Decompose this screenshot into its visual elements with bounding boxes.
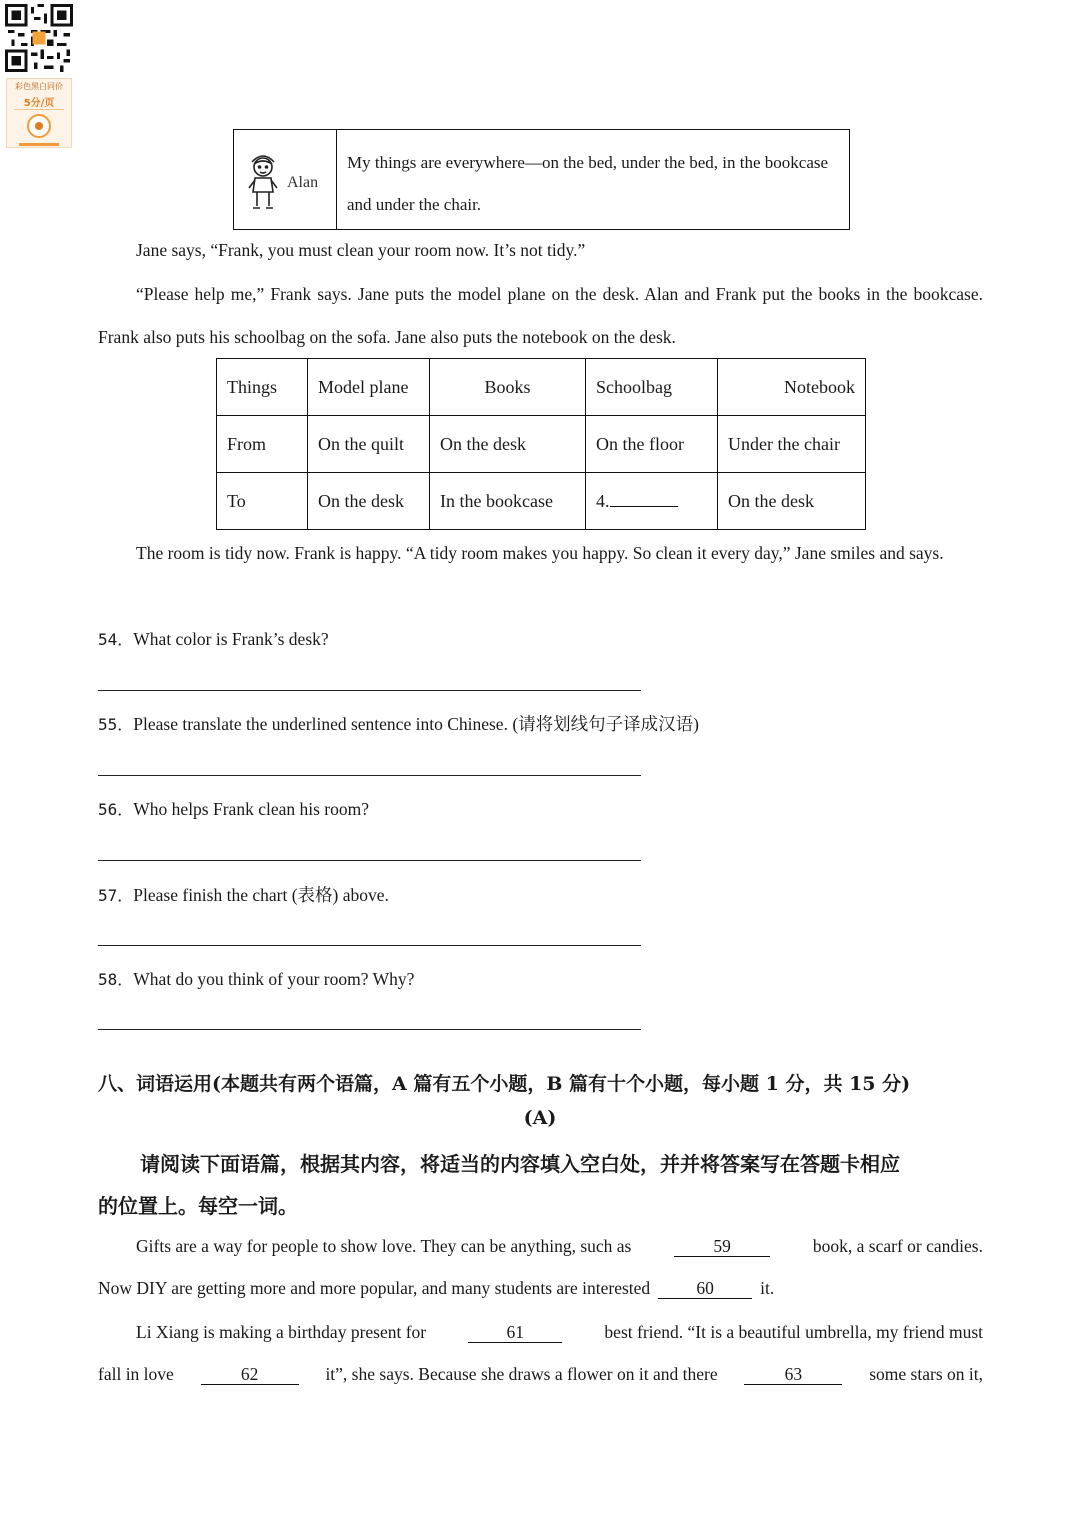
passage-text: Li Xiang is making a birthday present for (136, 1322, 427, 1342)
answer-line-57[interactable] (98, 945, 641, 946)
alan-speech-text: My things are everywhere—on the bed, under the bed, in the bookcase and under the chair. (347, 153, 829, 214)
table-cell: To (217, 473, 308, 530)
section-8-heading: 八、词语运用(本题共有两个语篇，A 篇有五个小题，B 篇有十个小题，每小题 1 分，共 15 分) (98, 1073, 911, 1095)
chart-blank-cell (586, 473, 718, 530)
question-57 (98, 882, 389, 907)
story-paragraph-1: Jane says, “Frank, you must clean your room now. It’s not tidy.” (136, 240, 586, 260)
question-text: Who helps Frank clean his room? (133, 799, 369, 819)
table-cell: Things (217, 359, 308, 416)
question-54 (98, 627, 329, 650)
badge-price: 5分/页 (14, 94, 64, 110)
passage-text: book, a scarf or candies. (812, 1236, 983, 1256)
question-number: 55． (98, 715, 134, 734)
story-paragraph-3: The room is tidy now. Frank is happy. “A tidy room makes you happy. So clean it every day,” Jane smiles and says. (136, 543, 944, 563)
passage-line-3 (136, 1322, 983, 1343)
printer-logo-icon (27, 114, 51, 138)
passage-text: best friend. “It is a beautiful umbrella, my friend must (604, 1322, 983, 1342)
question-number: 56． (98, 800, 134, 819)
question-56 (98, 797, 369, 820)
table-cell: In the bookcase (430, 473, 586, 530)
passage-text: Gifts are a way for people to show love. They can be anything, such as (136, 1236, 632, 1256)
table-cell: On the desk (430, 416, 586, 473)
answer-line-56[interactable] (98, 860, 641, 861)
table-cell: On the desk (718, 473, 866, 530)
question-55 (98, 711, 699, 736)
passage-text: fall in love (98, 1364, 174, 1384)
table-cell: Notebook (718, 359, 866, 416)
table-cell: On the quilt (308, 416, 430, 473)
table-cell: On the floor (586, 416, 718, 473)
table-cell: On the desk (308, 473, 430, 530)
question-text: What do you think of your room? Why? (133, 969, 415, 989)
boy-figure-icon (245, 148, 281, 212)
table-cell: Under the chair (718, 416, 866, 473)
badge-title: 彩色黑白同价 (15, 82, 63, 91)
answer-line-54[interactable] (98, 690, 641, 691)
blank-number: 4. (596, 491, 610, 511)
question-number: 58． (98, 970, 134, 989)
table-row (217, 359, 866, 416)
table-row (217, 473, 866, 530)
print-price-badge[interactable] (6, 78, 72, 148)
story-paragraph-2: “Please help me,” Frank says. Jane puts the model plane on the desk. Alan and Frank put the books in the bookcase. Frank also puts his schoolbag on the sofa. Jane also puts the notebook on the desk. (98, 284, 983, 347)
part-a-label: (A) (523, 1107, 557, 1129)
badge-strip (19, 143, 59, 146)
question-number: 54． (98, 630, 134, 649)
table-cell: Model plane (308, 359, 430, 416)
answer-line-58[interactable] (98, 1029, 641, 1030)
things-chart (216, 358, 866, 530)
qr-code[interactable] (5, 4, 73, 72)
passage-text: it”, she says. Because she draws a flower on it and there (325, 1364, 718, 1384)
question-text: What color is Frank’s desk? (133, 629, 329, 649)
question-58 (98, 967, 414, 990)
question-text: Please translate the underlined sentence into Chinese. (请将划线句子译成汉语) (133, 714, 699, 734)
instruction-line-1: 请阅读下面语篇，根据其内容，将适当的内容填入空白处，并并将答案写在答题卡相应 (140, 1152, 900, 1176)
table-row (217, 416, 866, 473)
blank-63[interactable]: 63 (744, 1364, 842, 1385)
alan-portrait-cell (234, 130, 337, 229)
blank-62[interactable]: 62 (201, 1364, 299, 1385)
alan-name-label: Alan (287, 174, 319, 191)
passage-text: some stars on it, (869, 1364, 983, 1384)
blank-60[interactable]: 60 (658, 1278, 752, 1299)
blank-59[interactable]: 59 (674, 1236, 770, 1257)
passage-line-1 (136, 1236, 983, 1257)
passage-text: Now DIY are getting more and more popular, and many students are interested (98, 1278, 651, 1298)
chart-answer-blank[interactable] (610, 490, 678, 507)
table-cell: From (217, 416, 308, 473)
passage-line-4 (98, 1364, 983, 1385)
table-cell: Books (430, 359, 586, 416)
question-number: 57． (98, 886, 134, 905)
question-text: Please finish the chart (表格) above. (133, 885, 389, 905)
table-cell: Schoolbag (586, 359, 718, 416)
blank-61[interactable]: 61 (468, 1322, 562, 1343)
alan-speech-box (233, 129, 850, 230)
answer-line-55[interactable] (98, 775, 641, 776)
instruction-line-2: 的位置上。每空一词。 (98, 1194, 298, 1218)
passage-text: it. (760, 1278, 775, 1298)
passage-line-2 (98, 1278, 774, 1299)
